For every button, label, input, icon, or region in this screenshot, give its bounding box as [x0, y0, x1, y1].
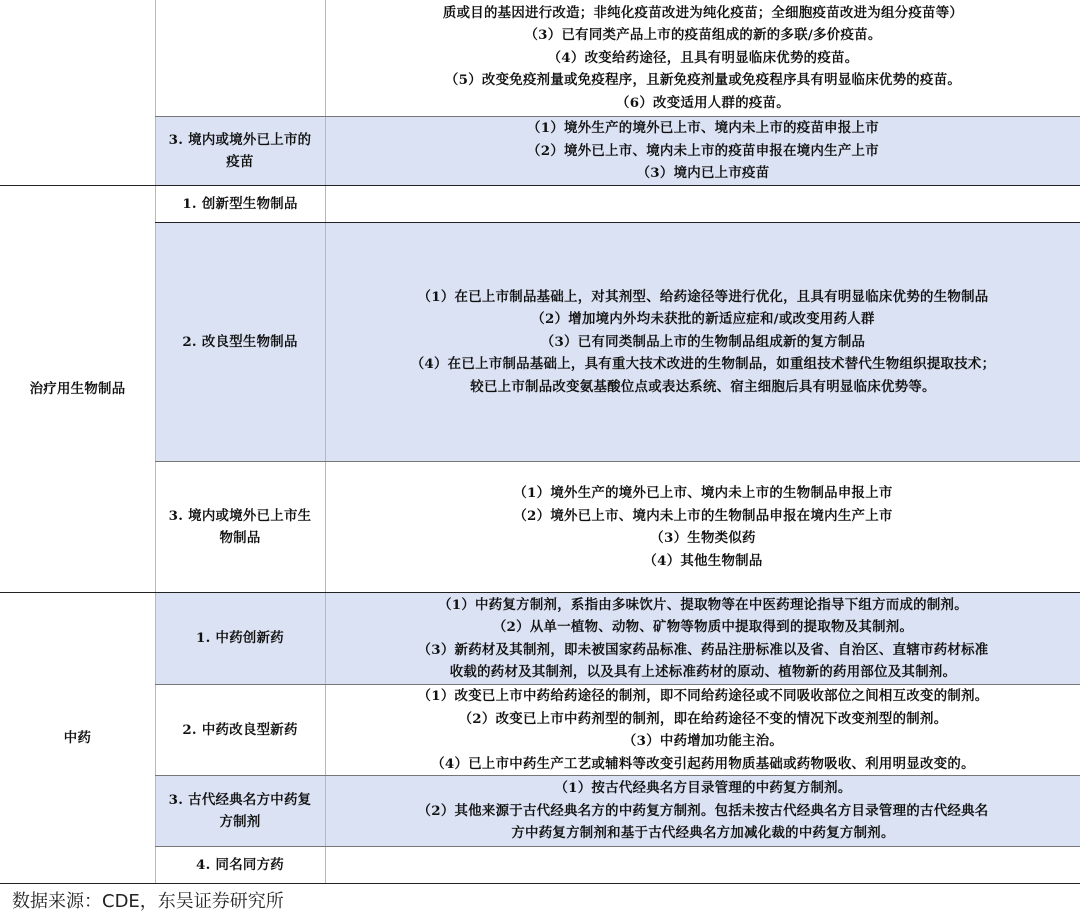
row-divider	[155, 684, 1080, 685]
description-line: （3）中药增加功能主治。	[622, 733, 784, 749]
description-cell	[326, 223, 1080, 461]
category-label: 中药	[63, 729, 92, 746]
description-line: （3）已有同类产品上市的疫苗组成的新的多联/多价疫苗。	[524, 27, 882, 44]
source-note: 数据来源：CDE，东吴证券研究所	[12, 891, 284, 912]
description-line: （3）已有同类制品上市的生物制品组成新的复方制品	[540, 333, 866, 350]
description-line: （1）境外生产的境外已上市、境内未上市的疫苗申报上市	[527, 120, 879, 137]
subcategory-label: 1. 中药创新药	[196, 630, 284, 647]
description-cell-empty	[326, 847, 1080, 883]
description-line: （4）其他生物制品	[643, 552, 763, 569]
subcategory-label: 1. 创新型生物制品	[182, 195, 298, 212]
row-divider	[155, 222, 1080, 223]
row-divider	[155, 461, 1080, 462]
row-divider	[155, 116, 1080, 117]
description-cell	[326, 776, 1080, 846]
subcategory-cell	[155, 462, 325, 592]
row-divider	[155, 775, 1080, 776]
description-line: （3）境内已上市疫苗	[636, 165, 770, 182]
description-line: （2）境外已上市、境内未上市的疫苗申报在境内生产上市	[527, 142, 879, 159]
description-line: 收载的药材及其制剂，以及具有上述标准药材的原动、植物新的药用部位及其制剂。	[449, 664, 957, 680]
description-cell	[326, 685, 1080, 775]
description-line: （2）从单一植物、动物、矿物等物质中提取得到的提取物及其制剂。	[492, 619, 914, 635]
category-cell	[0, 186, 155, 592]
subcategory-cell	[155, 685, 325, 775]
description-line: （1）按古代经典名方目录管理的中药复方制剂。	[554, 780, 852, 797]
description-line: （5）改变免疫剂量或免疫程序，且新免疫剂量或免疫程序具有明显临床优势的疫苗。	[444, 72, 962, 89]
subcategory-label: 4. 同名同方药	[196, 856, 284, 873]
description-cell	[326, 593, 1080, 684]
subcategory-cell	[155, 117, 325, 185]
section-divider	[0, 592, 1080, 593]
subcategory-cell	[155, 593, 325, 684]
section-divider	[0, 185, 1080, 186]
subcategory-label: 3. 境内或境外已上市的疫苗	[168, 131, 312, 170]
description-line: （4）已上市中药生产工艺或辅料等改变引起药用物质基础或药物吸收、利用明显改变的。	[431, 755, 975, 772]
description-line: 方中药复方制剂和基于古代经典名方加减化裁的中药复方制剂。	[511, 825, 895, 842]
description-line: （1）中药复方制剂，系指由多味饮片、提取物等在中医药理论指导下组方而成的制剂。	[438, 596, 968, 613]
description-line: （4）改变给药途径，且具有明显临床优势的疫苗。	[547, 49, 859, 66]
description-cell	[326, 462, 1080, 592]
description-line: （6）改变适用人群的疫苗。	[616, 94, 790, 111]
subcategory-cell	[155, 776, 325, 846]
subcategory-cell	[155, 0, 325, 116]
description-line: （2）改变已上市中药剂型的制剂，即在给药途径不变的情况下改变剂型的制剂。	[458, 710, 948, 727]
subcategory-label: 2. 中药改良型新药	[182, 721, 298, 738]
category-label: 治疗用生物制品	[29, 380, 126, 397]
description-line: （1）在已上市制品基础上，对其剂型、给药途径等进行优化，且具有明显临床优势的生物制品	[417, 288, 989, 305]
description-line: （3）新药材及其制剂，即未被国家药品标准、药品注册标准以及省、自治区、直辖市药材标准	[417, 641, 989, 658]
category-cell	[0, 593, 155, 883]
description-cell-empty	[326, 186, 1080, 222]
description-line: （3）生物类似药	[650, 530, 756, 546]
description-line: （1）改变已上市中药给药途径的制剂，即不同给药途径或不同吸收部位之间相互改变的制剂。	[417, 688, 989, 704]
table-bottom-border	[0, 883, 1080, 884]
subcategory-cell	[155, 223, 325, 461]
column-divider	[155, 0, 156, 883]
subcategory-label: 3. 境内或境外已上市生物制品	[168, 507, 312, 546]
description-cell	[326, 0, 1080, 116]
subcategory-cell	[155, 186, 325, 222]
row-divider	[155, 846, 1080, 847]
column-divider	[325, 0, 326, 883]
description-line: （2）增加境内外均未获批的新适应症和/或改变用药人群	[531, 311, 875, 328]
description-cell	[326, 117, 1080, 185]
description-line: 质或目的基因进行改造；非纯化疫苗改进为纯化疫苗；全细胞疫苗改进为组分疫苗等）	[442, 4, 964, 21]
description-line: （4）在已上市制品基础上，具有重大技术改进的生物制品，如重组技术替代生物组织提取技术；	[410, 356, 996, 373]
subcategory-label: 3. 古代经典名方中药复方制剂	[168, 791, 312, 830]
description-line: （2）境外已上市、境内未上市的生物制品申报在境内生产上市	[513, 507, 893, 524]
subcategory-label: 2. 改良型生物制品	[182, 333, 298, 350]
subcategory-cell	[155, 847, 325, 883]
description-line: （2）其他来源于古代经典名方的中药复方制剂。包括未按古代经典名方目录管理的古代经典名	[417, 802, 989, 819]
description-line: （1）境外生产的境外已上市、境内未上市的生物制品申报上市	[513, 485, 893, 501]
description-line: 较已上市制品改变氨基酸位点或表达系统、宿主细胞后具有明显临床优势等。	[470, 378, 936, 395]
